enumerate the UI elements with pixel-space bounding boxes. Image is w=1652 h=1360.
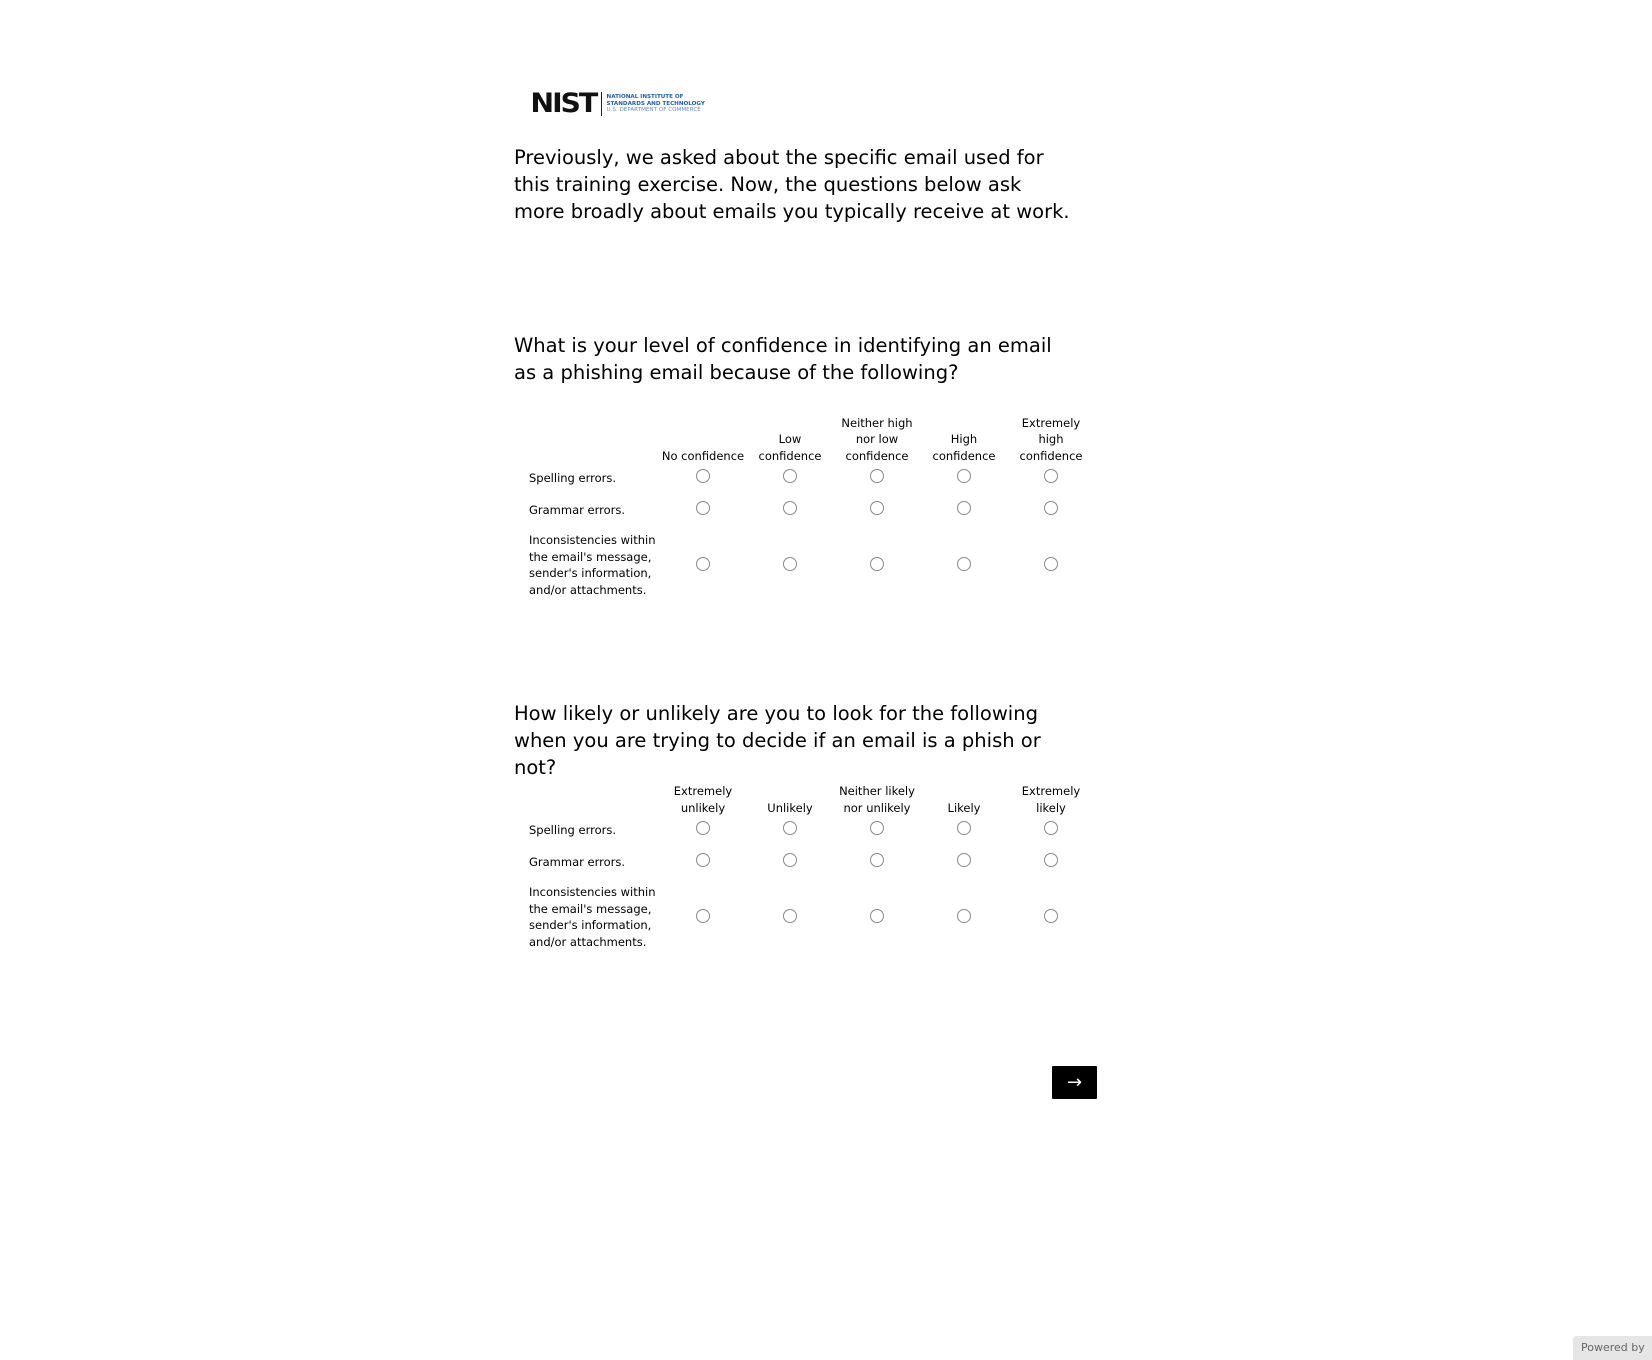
question-2-matrix bbox=[514, 780, 1098, 958]
radio-option[interactable] bbox=[783, 557, 797, 571]
radio-option[interactable] bbox=[870, 501, 884, 515]
row-label: Inconsistencies within the email's message, sender's information, and/or attachments. bbox=[529, 533, 656, 597]
radio-option[interactable] bbox=[1044, 909, 1058, 923]
radio-option[interactable] bbox=[870, 557, 884, 571]
next-button[interactable] bbox=[1052, 1066, 1097, 1099]
radio-option[interactable] bbox=[696, 853, 710, 867]
radio-option[interactable] bbox=[870, 469, 884, 483]
column-header: Likely bbox=[947, 800, 981, 815]
question-2-text: How likely or unlikely are you to look for the following when you are trying to decide if an email is a phish or not? bbox=[514, 702, 1041, 779]
radio-option[interactable] bbox=[957, 821, 971, 835]
column-header: No confidence bbox=[661, 448, 745, 463]
arrow-right-icon: → bbox=[1066, 1072, 1083, 1093]
radio-option[interactable] bbox=[957, 853, 971, 867]
nist-logo bbox=[532, 90, 705, 118]
column-header: Extremely unlikely bbox=[673, 784, 733, 815]
matrix-header bbox=[514, 780, 1098, 816]
radio-option[interactable] bbox=[957, 501, 971, 515]
matrix-row bbox=[514, 848, 1098, 878]
radio-option[interactable] bbox=[696, 557, 710, 571]
logo-text bbox=[607, 94, 705, 114]
radio-option[interactable] bbox=[870, 853, 884, 867]
logo-line-3: U.S. DEPARTMENT OF COMMERCE bbox=[606, 107, 701, 114]
matrix-row bbox=[514, 816, 1098, 848]
row-label: Grammar errors. bbox=[529, 503, 626, 517]
row-label: Grammar errors. bbox=[529, 855, 626, 869]
radio-option[interactable] bbox=[957, 909, 971, 923]
column-header: Unlikely bbox=[767, 800, 813, 815]
radio-option[interactable] bbox=[1044, 501, 1058, 515]
column-header: Low confidence bbox=[758, 432, 822, 463]
radio-option[interactable] bbox=[783, 501, 797, 515]
question-1-text: What is your level of confidence in identifying an email as a phishing email because of the following? bbox=[514, 334, 1052, 384]
logo-mark: NIST bbox=[530, 88, 597, 119]
radio-option[interactable] bbox=[696, 821, 710, 835]
radio-option[interactable] bbox=[1044, 821, 1058, 835]
matrix-header bbox=[514, 412, 1098, 464]
column-header: High confidence bbox=[932, 432, 996, 463]
radio-option[interactable] bbox=[696, 909, 710, 923]
logo-line-1: NATIONAL INSTITUTE OF bbox=[606, 94, 684, 101]
column-header: Extremely likely bbox=[1021, 784, 1081, 815]
radio-option[interactable] bbox=[957, 557, 971, 571]
column-header: Extremely high confidence bbox=[1019, 415, 1083, 463]
radio-option[interactable] bbox=[696, 501, 710, 515]
matrix-row bbox=[514, 464, 1098, 496]
column-header: Neither high nor low confidence bbox=[841, 415, 913, 463]
matrix-row bbox=[514, 526, 1098, 606]
radio-option[interactable] bbox=[870, 909, 884, 923]
row-label: Inconsistencies within the email's message, sender's information, and/or attachments. bbox=[529, 885, 656, 949]
radio-option[interactable] bbox=[783, 909, 797, 923]
matrix-row bbox=[514, 878, 1098, 958]
radio-option[interactable] bbox=[783, 469, 797, 483]
column-header: Neither likely nor unlikely bbox=[839, 784, 915, 815]
radio-option[interactable] bbox=[957, 469, 971, 483]
radio-option[interactable] bbox=[1044, 853, 1058, 867]
radio-option[interactable] bbox=[870, 821, 884, 835]
radio-option[interactable] bbox=[783, 821, 797, 835]
radio-option[interactable] bbox=[696, 469, 710, 483]
logo-divider bbox=[601, 92, 602, 116]
radio-option[interactable] bbox=[1044, 469, 1058, 483]
powered-by-badge[interactable] bbox=[1573, 1336, 1652, 1360]
radio-option[interactable] bbox=[1044, 557, 1058, 571]
powered-by-label: Powered by bbox=[1581, 1341, 1645, 1354]
matrix-row bbox=[514, 496, 1098, 526]
row-label: Spelling errors. bbox=[529, 823, 616, 837]
logo-line-2: STANDARDS AND TECHNOLOGY bbox=[606, 100, 705, 107]
question-1-matrix bbox=[514, 412, 1098, 606]
intro-text: Previously, we asked about the specific email used for this training exercise. Now, the questions below ask more broadly about emails you typically receive at work. bbox=[514, 146, 1070, 223]
row-label: Spelling errors. bbox=[529, 471, 616, 485]
radio-option[interactable] bbox=[783, 853, 797, 867]
